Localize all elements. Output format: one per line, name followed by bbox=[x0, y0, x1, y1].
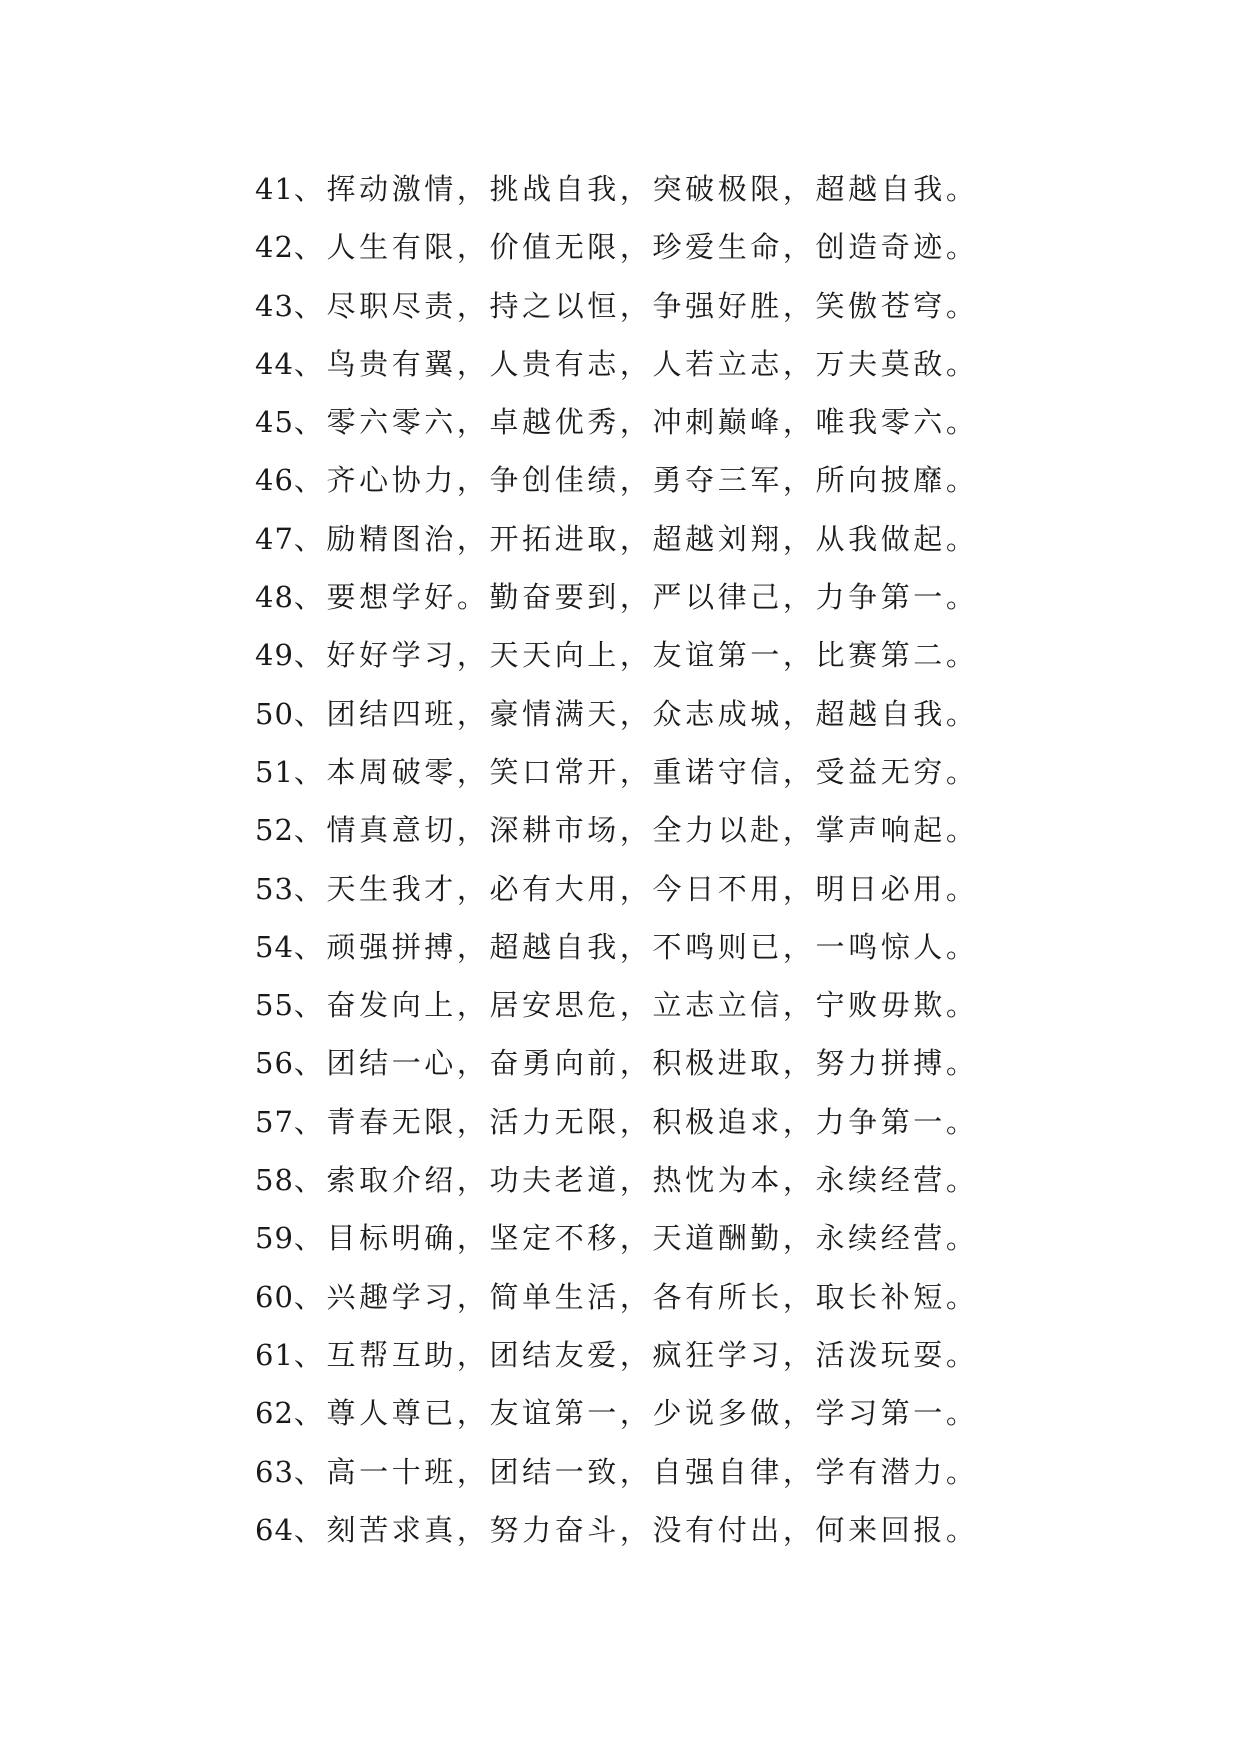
slogan-line bbox=[255, 801, 1015, 859]
slogan-line bbox=[255, 1443, 1015, 1501]
slogan-text: 、团结一心，奋勇向前，积极进取，努力拼搏。 bbox=[293, 1046, 979, 1081]
slogan-number: 63 bbox=[255, 1454, 294, 1489]
slogan-line bbox=[255, 1093, 1015, 1151]
slogan-number: 61 bbox=[255, 1337, 294, 1372]
slogan-line bbox=[255, 218, 1015, 276]
slogan-line bbox=[255, 1501, 1015, 1559]
slogan-line bbox=[255, 626, 1015, 684]
slogan-number: 45 bbox=[255, 405, 294, 440]
slogan-number: 56 bbox=[255, 1046, 294, 1081]
slogan-text: 、零六零六，卓越优秀，冲刺巅峰，唯我零六。 bbox=[293, 405, 979, 440]
slogan-text: 、励精图治，开拓进取，超越刘翔，从我做起。 bbox=[293, 521, 979, 556]
slogan-number: 59 bbox=[255, 1221, 294, 1256]
slogan-line bbox=[255, 335, 1015, 393]
slogan-text: 、挥动激情，挑战自我，突破极限，超越自我。 bbox=[293, 172, 979, 206]
slogan-text: 、鸟贵有翼，人贵有志，人若立志，万夫莫敌。 bbox=[293, 346, 979, 381]
slogan-number: 60 bbox=[255, 1279, 294, 1314]
slogan-line bbox=[255, 860, 1015, 918]
slogan-line bbox=[255, 1326, 1015, 1384]
slogan-text: 、人生有限，价值无限，珍爱生命，创造奇迹。 bbox=[293, 230, 979, 265]
slogan-line bbox=[255, 1151, 1015, 1209]
slogan-text: 、高一十班，团结一致，自强自律，学有潜力。 bbox=[293, 1454, 979, 1489]
slogan-text: 、尽职尽责，持之以恒，争强好胜，笑傲苍穹。 bbox=[293, 288, 979, 323]
slogan-line bbox=[255, 1268, 1015, 1326]
slogan-text: 、天生我才，必有大用，今日不用，明日必用。 bbox=[293, 871, 979, 906]
slogan-text: 、尊人尊已，友谊第一，少说多做，学习第一。 bbox=[293, 1396, 979, 1431]
slogan-text: 、目标明确，坚定不移，天道酬勤，永续经营。 bbox=[293, 1221, 979, 1256]
slogan-text: 、好好学习，天天向上，友谊第一，比赛第二。 bbox=[293, 638, 979, 673]
slogan-line bbox=[255, 1209, 1015, 1267]
slogan-number: 42 bbox=[255, 230, 294, 265]
slogan-number: 55 bbox=[255, 988, 294, 1023]
slogan-number: 58 bbox=[255, 1163, 294, 1198]
slogan-number: 52 bbox=[255, 813, 294, 848]
slogan-number: 46 bbox=[255, 463, 294, 498]
slogan-number: 43 bbox=[255, 288, 294, 323]
slogan-text: 、青春无限，活力无限，积极追求，力争第一。 bbox=[293, 1104, 979, 1139]
slogan-text: 、团结四班，豪情满天，众志成城，超越自我。 bbox=[293, 696, 979, 731]
slogan-number: 47 bbox=[255, 521, 294, 556]
slogan-line bbox=[255, 1034, 1015, 1092]
slogan-number: 48 bbox=[255, 580, 294, 615]
slogan-text: 、要想学好。勤奋要到，严以律己，力争第一。 bbox=[293, 580, 979, 615]
slogan-line bbox=[255, 568, 1015, 626]
slogan-line bbox=[255, 277, 1015, 335]
slogan-text: 、刻苦求真，努力奋斗，没有付出，何来回报。 bbox=[293, 1512, 979, 1547]
slogan-number: 53 bbox=[255, 871, 294, 906]
slogan-line bbox=[255, 451, 1015, 509]
slogan-text: 、齐心协力，争创佳绩，勇夺三军，所向披靡。 bbox=[293, 463, 979, 498]
slogan-number: 49 bbox=[255, 638, 294, 673]
slogan-number: 50 bbox=[255, 696, 294, 731]
slogan-line bbox=[255, 160, 1015, 218]
slogan-line bbox=[255, 976, 1015, 1034]
slogan-number: 54 bbox=[255, 929, 294, 964]
slogan-line bbox=[255, 393, 1015, 451]
slogan-line bbox=[255, 918, 1015, 976]
slogan-text: 、情真意切，深耕市场，全力以赴，掌声响起。 bbox=[293, 813, 979, 848]
slogan-text: 、奋发向上，居安思危，立志立信，宁败毋欺。 bbox=[293, 988, 979, 1023]
slogan-number: 64 bbox=[255, 1512, 294, 1547]
slogan-text: 、顽强拼搏，超越自我，不鸣则已，一鸣惊人。 bbox=[293, 929, 979, 964]
slogan-line bbox=[255, 1384, 1015, 1442]
slogan-text: 、本周破零，笑口常开，重诺守信，受益无穷。 bbox=[293, 754, 979, 789]
slogan-line bbox=[255, 685, 1015, 743]
slogan-number: 62 bbox=[255, 1396, 294, 1431]
slogan-number: 51 bbox=[255, 754, 294, 789]
slogan-number: 44 bbox=[255, 346, 294, 381]
slogan-number: 57 bbox=[255, 1104, 294, 1139]
slogan-text: 、互帮互助，团结友爱，疯狂学习，活泼玩耍。 bbox=[293, 1337, 979, 1372]
slogan-list bbox=[255, 160, 1015, 1559]
slogan-text: 、索取介绍，功夫老道，热忱为本，永续经营。 bbox=[293, 1163, 979, 1198]
slogan-line bbox=[255, 510, 1015, 568]
slogan-line bbox=[255, 743, 1015, 801]
slogan-text: 、兴趣学习，简单生活，各有所长，取长补短。 bbox=[293, 1279, 979, 1314]
slogan-number: 41 bbox=[255, 172, 294, 206]
